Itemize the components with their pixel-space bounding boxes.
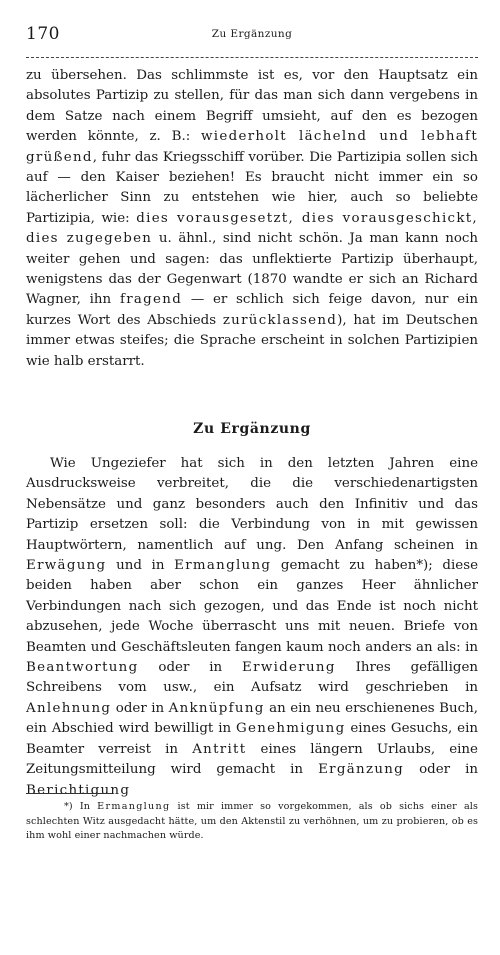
- paragraph-erganzung: [26, 454, 478, 801]
- paragraph1-example-dies: dies vorausgesetzt, dies vorausgeschickt, dies zugegeben: [26, 210, 478, 247]
- paragraph2-example-antritt: Antritt: [192, 741, 247, 757]
- paragraph2-example-erwagung: Erwägung: [26, 558, 107, 574]
- paragraph2-text-i: Ihres gefälligen Schreibens vom usw., ein Aufsatz wird geschrieben in: [26, 660, 478, 696]
- section-heading: Zu Ergänzung: [193, 421, 311, 437]
- footnote-marker: *) In: [64, 801, 98, 812]
- paragraph2-text-c: und in: [106, 558, 175, 574]
- footnote-example-ermanglung: Ermanglung: [97, 801, 171, 812]
- paragraph2-text-o: eines Gesuchs, ein Beamter verreist in: [26, 721, 478, 757]
- paragraph2-example-genehmigung: Genehmigung: [236, 721, 346, 737]
- paragraph2-example-beantwortung: Beantwortung: [26, 660, 139, 676]
- paragraph1-text-g: — er schlich sich feige davon, nur ein kurzes Wort des Abschieds: [26, 292, 478, 328]
- paragraph2-text-m: an ein neu erschienenes Buch, ein Abschied wird bewilligt in: [26, 700, 478, 737]
- paragraph1-example-fragend: fragend: [119, 292, 183, 308]
- paragraph1-example-lachelnd: wiederholt lächelnd und lebhaft grüßend: [26, 129, 478, 165]
- paragraph1-text-c: , fuhr das Kriegsschiff vorüber. Die Partizipia sollen sich auf — den Kaiser beziehen! Es braucht nicht immer ein so lächerlicher Sinn zu entstehen wie hier, auch so beliebte Partizipia, wie:: [26, 149, 478, 226]
- paragraph1-text-i: ), hat im Deutschen immer etwas steifes; die Sprache erscheint in solchen Partizipien wie halb erstarrt.: [26, 312, 478, 369]
- paragraph1-example-zurucklassend: zurücklassend: [222, 312, 338, 328]
- book-page: [26, 22, 479, 798]
- paragraph2-text-e: gemacht zu haben*); diese beiden haben aber schon ein ganzes Heer ähnlicher Verbindungen nach sich gezogen, und das Ende ist noch nicht abzusehen, jede Woche überrascht uns mit neuen. Briefe von Beamten und Geschäftsleuten fangen kaum noch anders an als: in: [26, 558, 479, 655]
- paragraph2-example-ermanglung: Ermanglung: [174, 558, 272, 574]
- running-head: Zu Ergänzung: [211, 28, 293, 40]
- paragraph2-example-anlehnung: Anlehnung: [26, 700, 112, 716]
- paragraph2-text-q: eines längern Urlaubs, eine Zeitungsmitteilung wird gemacht in: [26, 741, 478, 778]
- paragraph1-text-e: u. ähnl., sind nicht schön. Ja man kann noch weiter gehen und sagen: das unflektierte Partizip überhaupt, wenigstens das der Gegenwart (1870 wandte er sich an Richard Wagner, ihn: [26, 231, 479, 308]
- paragraph2-example-erganzung: Ergänzung: [318, 762, 405, 778]
- paragraph2-text-s: oder in: [404, 762, 478, 778]
- paragraph2-text-g: oder in: [138, 660, 243, 676]
- paragraph2-text-k: oder in: [111, 700, 169, 716]
- paragraph-partizip: [26, 66, 478, 372]
- paragraph2-example-erwiderung: Erwiderung: [242, 660, 336, 676]
- header-rule: [26, 57, 478, 58]
- paragraph1-text-a: zu übersehen. Das schlimmste ist es, vor den Hauptsatz ein absolutes Partizip zu stellen, für das man sich dann vergebens in dem Satze nach einem Begriff umsieht, auf den es bezogen werden könnte, z. B.:: [26, 68, 478, 145]
- paragraph2-example-anknupfung: Anknüpfung: [168, 700, 265, 716]
- page-number: 170: [26, 24, 60, 44]
- footnote-rule: [26, 793, 112, 794]
- paragraph2-text-a: Wie Ungeziefer hat sich in den letzten Jahren eine Ausdrucksweise verbreitet, die die verschiedenartigsten Nebensätze und ganz besonders auch den Infinitiv und das Partizip ersetzen soll: die Verbindung von in mit gewissen Hauptwörtern, namentlich auf ung. Den Anfang scheinen in: [26, 456, 478, 553]
- page-header: [26, 22, 478, 48]
- paragraph2-example-berichtigung: Berichtigung: [26, 782, 131, 798]
- footnote-text: ist mir immer so vorgekommen, als ob sichs einer als schlechten Witz ausgedacht hätte, um den Aktenstil zu verhöhnen, um zu probieren, ob es ihm wohl einer nachmachen würde.: [26, 801, 478, 841]
- footnote: [26, 800, 478, 844]
